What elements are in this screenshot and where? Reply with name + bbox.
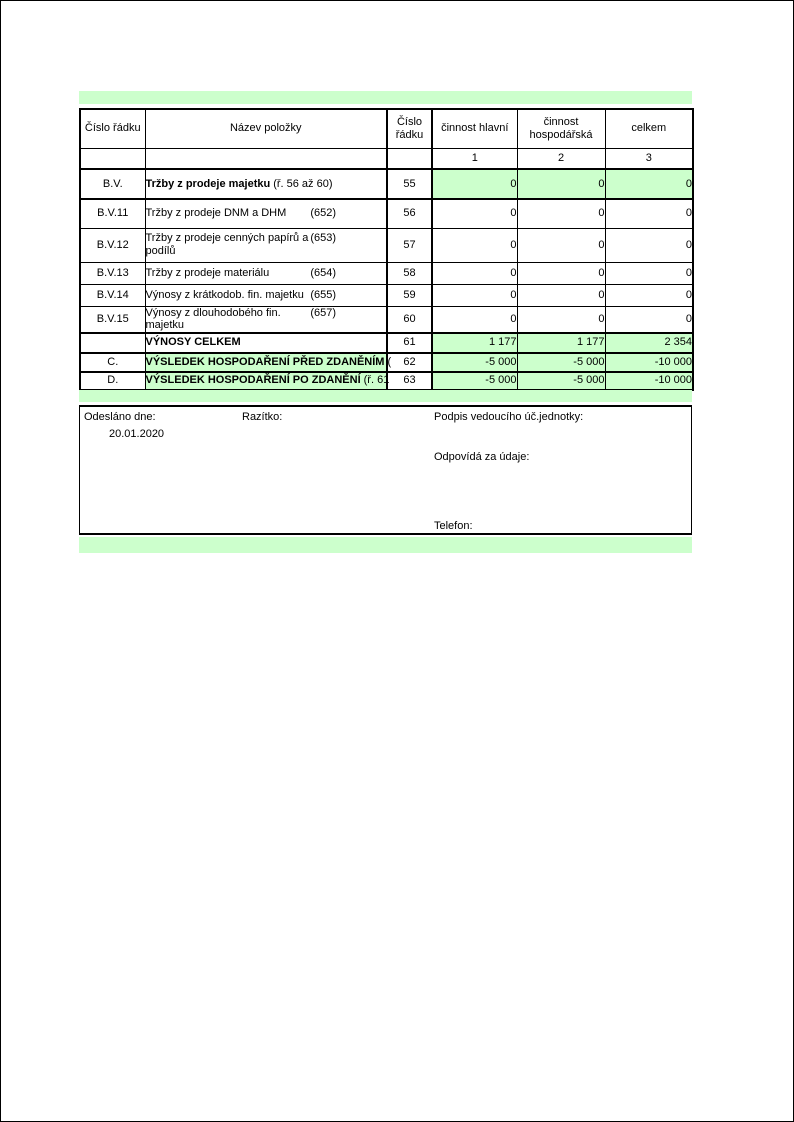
table-row-total [80,333,693,353]
value-main: -5 000 [432,353,517,372]
subheader-empty-2 [145,148,387,169]
table-row [80,169,693,199]
row-number: 58 [387,262,432,284]
value-economic: 0 [517,306,605,333]
row-number: 60 [387,306,432,333]
green-band-middle [79,390,692,402]
table-header-row [80,109,693,148]
green-band-bottom [79,537,692,553]
row-ref: (652) [310,207,336,220]
green-band-top [79,91,692,104]
value-economic: 0 [517,262,605,284]
table-row [80,262,693,284]
row-ref: (ř. 56 až 60) [273,177,333,190]
value-total: 0 [605,228,693,262]
row-name: Tržby z prodeje DNM a DHM [145,207,287,220]
value-main: 0 [432,199,517,228]
row-number: 62 [387,353,432,372]
row-ref: (653) [310,232,336,245]
row-name: Výnosy z krátkodob. fin. majetku [145,288,304,301]
row-name: VÝSLEDEK HOSPODAŘENÍ PO ZDANĚNÍ [145,374,361,387]
value-total: 0 [605,262,693,284]
row-name: VÝNOSY CELKEM [145,336,241,349]
sent-date-label: Odesláno dne: [84,411,156,423]
sent-date-value: 20.01.2020 [109,428,165,440]
row-ref: ( [387,355,392,368]
row-number: 61 [387,333,432,353]
subheader-col-1: 1 [432,148,517,169]
signature-box [79,405,692,535]
value-main: 1 177 [432,333,517,353]
value-total: 0 [605,199,693,228]
subheader-col-3: 3 [605,148,693,169]
value-main: -5 000 [432,372,517,390]
value-total: -10 000 [605,353,693,372]
table-row [80,228,693,262]
signature-label: Podpis vedoucího úč.jednotky: [434,411,584,423]
value-economic: 0 [517,228,605,262]
row-ref: (ř. 61 [363,374,390,387]
header-line-no: Číslo řádku [387,109,432,148]
row-number: 59 [387,284,432,306]
table-row-result-before-tax [80,353,693,372]
value-total: 0 [605,169,693,199]
value-main: 0 [432,228,517,262]
value-main: 0 [432,169,517,199]
row-code: B.V.14 [80,284,145,306]
header-line-no-left: Číslo řádku [80,109,145,148]
row-number: 57 [387,228,432,262]
value-total: 0 [605,306,693,333]
row-name: Výnosy z dlouhodobého fin. majetku [145,306,281,332]
value-economic: 0 [517,284,605,306]
row-name: Tržby z prodeje cenných papírů a podílů [145,232,309,257]
table-subheader-row [80,148,693,169]
value-main: 0 [432,284,517,306]
row-name: Tržby z prodeje majetku [145,177,271,190]
row-name: VÝSLEDEK HOSPODAŘENÍ PŘED ZDANĚNÍM [145,355,385,368]
subheader-empty-1 [80,148,145,169]
value-main: 0 [432,262,517,284]
value-economic: 0 [517,199,605,228]
table-row [80,199,693,228]
value-economic: -5 000 [517,372,605,390]
row-number: 63 [387,372,432,390]
table-row-result-after-tax [80,372,693,390]
row-number: 55 [387,169,432,199]
row-code: B.V.13 [80,262,145,284]
value-total: 0 [605,284,693,306]
header-economic-activity: činnost hospodářská [517,109,605,148]
row-ref: (657) [310,306,336,319]
responsible-label: Odpovídá za údaje: [434,451,530,463]
row-code [80,333,145,353]
row-code: B.V.12 [80,228,145,262]
row-number: 56 [387,199,432,228]
row-code: B.V. [80,169,145,199]
row-ref: (654) [310,266,336,279]
value-main: 0 [432,306,517,333]
row-code: C. [80,353,145,372]
value-economic: 1 177 [517,333,605,353]
table-row [80,284,693,306]
table-row [80,306,693,333]
value-total: 2 354 [605,333,693,353]
stamp-label: Razítko: [242,411,283,423]
row-ref: (655) [310,288,336,301]
income-statement-table [79,108,694,391]
subheader-col-2: 2 [517,148,605,169]
row-code: B.V.11 [80,199,145,228]
header-item-name: Název položky [145,109,387,148]
row-code: B.V.15 [80,306,145,333]
phone-label: Telefon: [434,520,473,532]
row-code: D. [80,372,145,390]
subheader-empty-3 [387,148,432,169]
header-total: celkem [605,109,693,148]
header-main-activity: činnost hlavní [432,109,517,148]
row-name: Tržby z prodeje materiálu [145,266,270,279]
value-total: -10 000 [605,372,693,390]
value-economic: 0 [517,169,605,199]
value-economic: -5 000 [517,353,605,372]
